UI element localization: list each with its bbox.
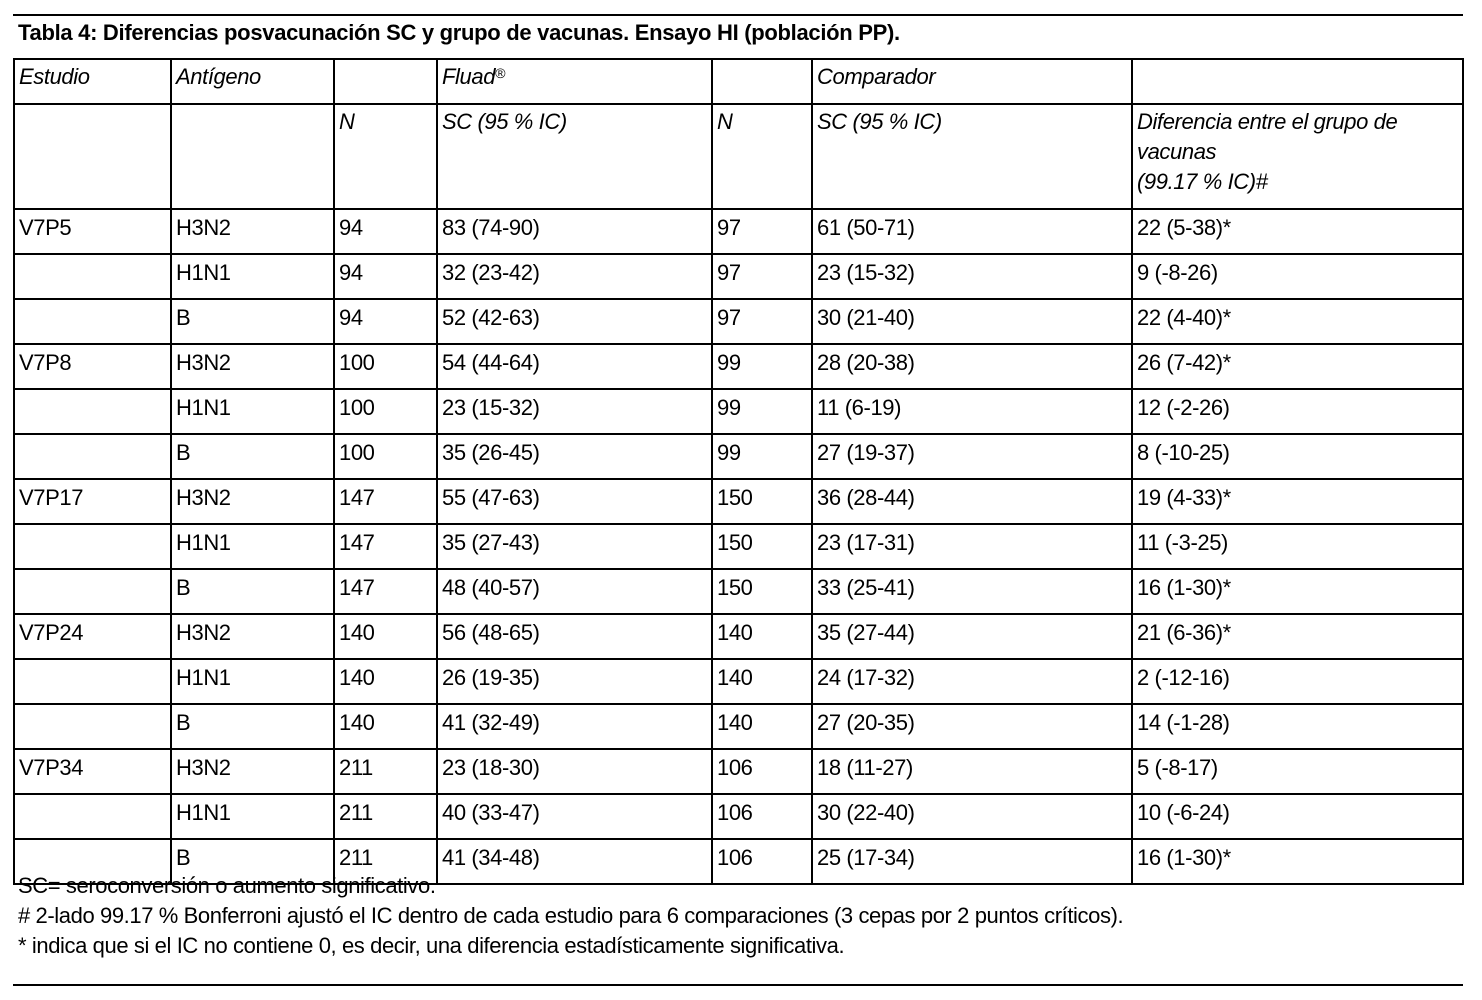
antigen-cell: H3N2 bbox=[171, 344, 334, 389]
sc-fluad-cell: 32 (23-42) bbox=[437, 254, 712, 299]
diferencia-cell: 16 (1-30)* bbox=[1132, 839, 1463, 884]
header-empty-n-comp bbox=[712, 59, 812, 104]
n-comparador-cell: 106 bbox=[712, 794, 812, 839]
n-comparador-cell: 97 bbox=[712, 299, 812, 344]
n-comparador-cell: 99 bbox=[712, 344, 812, 389]
sc-comparador-cell: 36 (28-44) bbox=[812, 479, 1132, 524]
n-fluad-cell: 94 bbox=[334, 254, 437, 299]
antigen-cell: H3N2 bbox=[171, 479, 334, 524]
diferencia-cell: 8 (-10-25) bbox=[1132, 434, 1463, 479]
header-n-comparador: N bbox=[712, 104, 812, 209]
n-fluad-cell: 140 bbox=[334, 614, 437, 659]
table-row bbox=[14, 254, 1463, 299]
n-fluad-cell: 211 bbox=[334, 839, 437, 884]
n-comparador-cell: 99 bbox=[712, 389, 812, 434]
footnote-significance: * indica que si el IC no contiene 0, es decir, una diferencia estadísticamente significativa. bbox=[18, 933, 845, 958]
sc-fluad-cell: 41 (34-48) bbox=[437, 839, 712, 884]
sc-fluad-cell: 41 (32-49) bbox=[437, 704, 712, 749]
study-cell bbox=[14, 659, 171, 704]
sc-fluad-cell: 35 (26-45) bbox=[437, 434, 712, 479]
sc-comparador-cell: 35 (27-44) bbox=[812, 614, 1132, 659]
study-cell bbox=[14, 524, 171, 569]
n-comparador-cell: 150 bbox=[712, 569, 812, 614]
sc-comparador-cell: 30 (22-40) bbox=[812, 794, 1132, 839]
sc-comparador-cell: 61 (50-71) bbox=[812, 209, 1132, 254]
sc-fluad-cell: 55 (47-63) bbox=[437, 479, 712, 524]
n-fluad-cell: 100 bbox=[334, 344, 437, 389]
header-empty-diff bbox=[1132, 59, 1463, 104]
bottom-rule bbox=[13, 984, 1463, 986]
sc-comparador-cell: 23 (17-31) bbox=[812, 524, 1132, 569]
sc-comparador-cell: 30 (21-40) bbox=[812, 299, 1132, 344]
n-fluad-cell: 211 bbox=[334, 749, 437, 794]
sc-comparador-cell: 25 (17-34) bbox=[812, 839, 1132, 884]
antigen-cell: B bbox=[171, 569, 334, 614]
table-row bbox=[14, 794, 1463, 839]
diferencia-cell: 22 (4-40)* bbox=[1132, 299, 1463, 344]
diferencia-cell: 2 (-12-16) bbox=[1132, 659, 1463, 704]
n-fluad-cell: 147 bbox=[334, 569, 437, 614]
n-fluad-cell: 147 bbox=[334, 479, 437, 524]
table-row bbox=[14, 569, 1463, 614]
top-rule bbox=[13, 14, 1463, 16]
n-fluad-cell: 211 bbox=[334, 794, 437, 839]
study-cell: V7P5 bbox=[14, 209, 171, 254]
footnote-bonferroni: # 2-lado 99.17 % Bonferroni ajustó el IC dentro de cada estudio para 6 comparaciones (3 cepas por 2 puntos críticos). bbox=[18, 903, 1124, 928]
header-sc-comparador: SC (95 % IC) bbox=[812, 104, 1132, 209]
antigen-cell: H3N2 bbox=[171, 749, 334, 794]
footnote-sc: SC= seroconversión o aumento significativo. bbox=[18, 873, 436, 898]
n-comparador-cell: 97 bbox=[712, 209, 812, 254]
diferencia-cell: 9 (-8-26) bbox=[1132, 254, 1463, 299]
sc-fluad-cell: 23 (18-30) bbox=[437, 749, 712, 794]
n-comparador-cell: 99 bbox=[712, 434, 812, 479]
results-table bbox=[13, 58, 1464, 885]
diferencia-cell: 14 (-1-28) bbox=[1132, 704, 1463, 749]
study-cell: V7P8 bbox=[14, 344, 171, 389]
antigen-cell: H3N2 bbox=[171, 614, 334, 659]
diferencia-cell: 10 (-6-24) bbox=[1132, 794, 1463, 839]
diferencia-cell: 16 (1-30)* bbox=[1132, 569, 1463, 614]
header-sc-fluad: SC (95 % IC) bbox=[437, 104, 712, 209]
study-cell bbox=[14, 389, 171, 434]
header-row-2 bbox=[14, 104, 1463, 209]
n-comparador-cell: 150 bbox=[712, 479, 812, 524]
header-row-1 bbox=[14, 59, 1463, 104]
study-cell bbox=[14, 434, 171, 479]
header-diferencia-line1: Diferencia entre el grupo de vacunas bbox=[1137, 109, 1398, 164]
sc-comparador-cell: 27 (20-35) bbox=[812, 704, 1132, 749]
table-row bbox=[14, 749, 1463, 794]
sc-fluad-cell: 35 (27-43) bbox=[437, 524, 712, 569]
header-comparador: Comparador bbox=[812, 59, 1132, 104]
sc-fluad-cell: 54 (44-64) bbox=[437, 344, 712, 389]
n-fluad-cell: 94 bbox=[334, 299, 437, 344]
table-row bbox=[14, 614, 1463, 659]
table-row bbox=[14, 299, 1463, 344]
antigen-cell: H1N1 bbox=[171, 659, 334, 704]
antigen-cell: B bbox=[171, 839, 334, 884]
diferencia-cell: 21 (6-36)* bbox=[1132, 614, 1463, 659]
n-fluad-cell: 140 bbox=[334, 659, 437, 704]
n-fluad-cell: 94 bbox=[334, 209, 437, 254]
header-diferencia bbox=[1132, 104, 1463, 209]
study-cell: V7P34 bbox=[14, 749, 171, 794]
header-empty-n-fluad bbox=[334, 59, 437, 104]
sc-fluad-cell: 40 (33-47) bbox=[437, 794, 712, 839]
sc-fluad-cell: 56 (48-65) bbox=[437, 614, 712, 659]
table-row bbox=[14, 704, 1463, 749]
diferencia-cell: 12 (-2-26) bbox=[1132, 389, 1463, 434]
antigen-cell: B bbox=[171, 434, 334, 479]
n-comparador-cell: 140 bbox=[712, 614, 812, 659]
antigen-cell: B bbox=[171, 704, 334, 749]
sc-fluad-cell: 48 (40-57) bbox=[437, 569, 712, 614]
sc-fluad-cell: 83 (74-90) bbox=[437, 209, 712, 254]
n-fluad-cell: 147 bbox=[334, 524, 437, 569]
antigen-cell: H1N1 bbox=[171, 524, 334, 569]
header-n-fluad: N bbox=[334, 104, 437, 209]
sc-fluad-cell: 26 (19-35) bbox=[437, 659, 712, 704]
n-fluad-cell: 100 bbox=[334, 389, 437, 434]
table-caption: Tabla 4: Diferencias posvacunación SC y grupo de vacunas. Ensayo HI (población PP). bbox=[18, 20, 900, 45]
n-comparador-cell: 140 bbox=[712, 659, 812, 704]
n-comparador-cell: 97 bbox=[712, 254, 812, 299]
antigen-cell: B bbox=[171, 299, 334, 344]
n-comparador-cell: 140 bbox=[712, 704, 812, 749]
header2-empty-antigeno bbox=[171, 104, 334, 209]
table-row bbox=[14, 524, 1463, 569]
header2-empty-estudio bbox=[14, 104, 171, 209]
sc-comparador-cell: 27 (19-37) bbox=[812, 434, 1132, 479]
n-fluad-cell: 100 bbox=[334, 434, 437, 479]
sc-comparador-cell: 33 (25-41) bbox=[812, 569, 1132, 614]
diferencia-cell: 22 (5-38)* bbox=[1132, 209, 1463, 254]
registered-mark: ® bbox=[495, 65, 505, 81]
header-estudio: Estudio bbox=[14, 59, 171, 104]
table-row bbox=[14, 479, 1463, 524]
diferencia-cell: 26 (7-42)* bbox=[1132, 344, 1463, 389]
header-fluad-label: Fluad bbox=[442, 64, 496, 89]
study-cell bbox=[14, 704, 171, 749]
sc-comparador-cell: 11 (6-19) bbox=[812, 389, 1132, 434]
antigen-cell: H3N2 bbox=[171, 209, 334, 254]
study-cell: V7P17 bbox=[14, 479, 171, 524]
antigen-cell: H1N1 bbox=[171, 794, 334, 839]
antigen-cell: H1N1 bbox=[171, 254, 334, 299]
header-diferencia-line2: (99.17 % IC)# bbox=[1137, 169, 1268, 194]
sc-comparador-cell: 28 (20-38) bbox=[812, 344, 1132, 389]
diferencia-cell: 11 (-3-25) bbox=[1132, 524, 1463, 569]
table-row bbox=[14, 659, 1463, 704]
table-row bbox=[14, 389, 1463, 434]
antigen-cell: H1N1 bbox=[171, 389, 334, 434]
study-cell bbox=[14, 299, 171, 344]
diferencia-cell: 5 (-8-17) bbox=[1132, 749, 1463, 794]
study-cell: V7P24 bbox=[14, 614, 171, 659]
table-row bbox=[14, 344, 1463, 389]
header-fluad bbox=[437, 59, 712, 104]
n-comparador-cell: 106 bbox=[712, 749, 812, 794]
diferencia-cell: 19 (4-33)* bbox=[1132, 479, 1463, 524]
sc-comparador-cell: 23 (15-32) bbox=[812, 254, 1132, 299]
sc-fluad-cell: 52 (42-63) bbox=[437, 299, 712, 344]
sc-comparador-cell: 24 (17-32) bbox=[812, 659, 1132, 704]
table-row bbox=[14, 434, 1463, 479]
sc-comparador-cell: 18 (11-27) bbox=[812, 749, 1132, 794]
sc-fluad-cell: 23 (15-32) bbox=[437, 389, 712, 434]
study-cell bbox=[14, 794, 171, 839]
study-cell bbox=[14, 254, 171, 299]
n-comparador-cell: 106 bbox=[712, 839, 812, 884]
table-row bbox=[14, 209, 1463, 254]
header-antigeno: Antígeno bbox=[171, 59, 334, 104]
n-comparador-cell: 150 bbox=[712, 524, 812, 569]
study-cell bbox=[14, 569, 171, 614]
n-fluad-cell: 140 bbox=[334, 704, 437, 749]
